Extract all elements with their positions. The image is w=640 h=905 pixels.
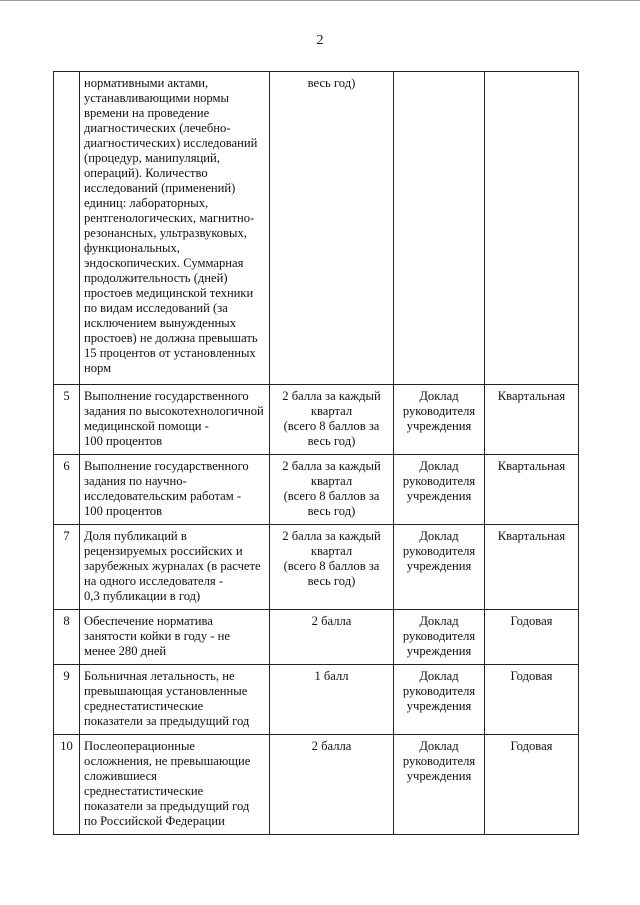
period-cell: Годовая [485, 665, 579, 735]
source-cell [394, 610, 485, 665]
points-line: 2 балла [311, 739, 352, 753]
criterion-line: задания по научно- [84, 474, 187, 488]
table-row [54, 385, 579, 455]
points-line: весь год) [307, 434, 356, 448]
period-cell: Годовая [485, 735, 579, 835]
table-row [54, 72, 579, 385]
criterion-line: Выполнение государственного [84, 389, 249, 403]
row-number: 6 [54, 455, 80, 525]
criterion-line: сложившиеся [84, 769, 157, 783]
points-line: квартал [310, 474, 353, 488]
criterion-line: по видам исследований (за [84, 301, 228, 315]
criteria-table [53, 71, 579, 835]
source-line: учреждения [406, 419, 472, 433]
criterion-cell [80, 735, 270, 835]
criterion-line: исключением вынужденных [84, 316, 236, 330]
period-cell: Квартальная [485, 385, 579, 455]
criterion-line: функциональных, [84, 241, 180, 255]
criterion-cell [80, 455, 270, 525]
criterion-line: операций). Количество [84, 166, 208, 180]
points-line: 1 балл [314, 669, 349, 683]
source-line: Доклад [419, 739, 459, 753]
source-cell [394, 455, 485, 525]
criterion-line: Выполнение государственного [84, 459, 249, 473]
points-cell [270, 735, 394, 835]
table-row [54, 455, 579, 525]
criterion-line: 0,3 публикации в год) [84, 589, 201, 603]
row-number: 5 [54, 385, 80, 455]
criterion-line: рентгенологических, магнитно- [84, 211, 255, 225]
criterion-line: среднестатистические [84, 699, 204, 713]
top-edge-line [0, 0, 640, 6]
criterion-line: медицинской помощи - [84, 419, 209, 433]
source-line: учреждения [406, 699, 472, 713]
criterion-line: осложнения, не превышающие [84, 754, 251, 768]
criterion-cell [80, 72, 270, 385]
points-line: 2 балла за каждый [282, 459, 381, 473]
row-number: 7 [54, 525, 80, 610]
criterion-line: исследовательским работам - [84, 489, 242, 503]
row-number: 9 [54, 665, 80, 735]
source-line: руководителя [402, 544, 476, 558]
criterion-cell [80, 610, 270, 665]
criterion-line: показатели за предыдущий год [84, 714, 250, 728]
points-line: (всего 8 баллов за [283, 559, 380, 573]
criterion-line: диагностических) исследований [84, 136, 258, 150]
criterion-line: простоев) не должна превышать [84, 331, 258, 345]
criterion-line: занятости койки в году - не [84, 629, 230, 643]
source-line: Доклад [419, 389, 459, 403]
source-line: учреждения [406, 489, 472, 503]
points-cell [270, 385, 394, 455]
points-cell [270, 665, 394, 735]
source-line: учреждения [406, 644, 472, 658]
criterion-line: единиц: лабораторных, [84, 196, 209, 210]
points-line: 2 балла [311, 614, 352, 628]
source-line: учреждения [406, 559, 472, 573]
points-line: весь год) [307, 76, 356, 90]
source-line: Доклад [419, 614, 459, 628]
row-number: 10 [54, 735, 80, 835]
source-cell [394, 525, 485, 610]
criterion-cell [80, 385, 270, 455]
source-line: руководителя [402, 629, 476, 643]
criterion-cell [80, 665, 270, 735]
row-number [54, 72, 80, 385]
points-line: весь год) [307, 504, 356, 518]
points-line: (всего 8 баллов за [283, 419, 380, 433]
points-cell [270, 455, 394, 525]
criterion-line: на одного исследователя - [84, 574, 224, 588]
period-cell: Квартальная [485, 455, 579, 525]
criterion-line: Больничная летальность, не [84, 669, 235, 683]
page-number: 2 [316, 33, 324, 48]
criterion-line: эндоскопических. Суммарная [84, 256, 244, 270]
criterion-line: Обеспечение норматива [84, 614, 213, 628]
source-cell [394, 385, 485, 455]
criterion-line: простоев медицинской техники [84, 286, 254, 300]
criterion-line: менее 280 дней [84, 644, 167, 658]
criterion-line: (процедур, манипуляций, [84, 151, 220, 165]
criterion-line: 100 процентов [84, 434, 163, 448]
points-line: весь год) [307, 574, 356, 588]
criterion-line: превышающая установленные [84, 684, 248, 698]
criterion-line: норм [84, 361, 112, 375]
period-cell: Квартальная [485, 525, 579, 610]
source-line: руководителя [402, 474, 476, 488]
criteria-table-body [54, 72, 579, 835]
criterion-line: диагностических (лечебно- [84, 121, 231, 135]
points-line: (всего 8 баллов за [283, 489, 380, 503]
criterion-cell [80, 525, 270, 610]
points-line: квартал [310, 404, 353, 418]
criterion-line: рецензируемых российских и [84, 544, 243, 558]
period-cell: Годовая [485, 610, 579, 665]
points-cell [270, 72, 394, 385]
criterion-line: устанавливающими нормы [84, 91, 229, 105]
table-row [54, 665, 579, 735]
criterion-line: продолжительность (дней) [84, 271, 228, 285]
period-cell [485, 72, 579, 385]
source-line: учреждения [406, 769, 472, 783]
row-number: 8 [54, 610, 80, 665]
source-line: Доклад [419, 669, 459, 683]
criterion-line: исследований (применений) [84, 181, 236, 195]
source-line: Доклад [419, 529, 459, 543]
source-line: Доклад [419, 459, 459, 473]
table-row [54, 525, 579, 610]
points-cell [270, 525, 394, 610]
source-line: руководителя [402, 754, 476, 768]
criterion-line: 15 процентов от установленных [84, 346, 256, 360]
criterion-line: нормативными актами, [84, 76, 209, 90]
points-cell [270, 610, 394, 665]
criterion-line: зарубежных журналах (в расчете [84, 559, 261, 573]
points-line: 2 балла за каждый [282, 389, 381, 403]
source-cell [394, 72, 485, 385]
criterion-line: времени на проведение [84, 106, 210, 120]
source-cell [394, 665, 485, 735]
table-row [54, 610, 579, 665]
table-row [54, 735, 579, 835]
criterion-line: Доля публикаций в [84, 529, 187, 543]
source-cell [394, 735, 485, 835]
criterion-line: по Российской Федерации [84, 814, 225, 828]
source-line: руководителя [402, 684, 476, 698]
points-line: 2 балла за каждый [282, 529, 381, 543]
source-line: руководителя [402, 404, 476, 418]
criterion-line: 100 процентов [84, 504, 163, 518]
criterion-line: среднестатистические [84, 784, 204, 798]
criterion-line: резонансных, ультразвуковых, [84, 226, 247, 240]
criterion-line: Послеоперационные [84, 739, 195, 753]
criterion-line: задания по высокотехнологичной [84, 404, 264, 418]
points-line: квартал [310, 544, 353, 558]
criterion-line: показатели за предыдущий год [84, 799, 250, 813]
